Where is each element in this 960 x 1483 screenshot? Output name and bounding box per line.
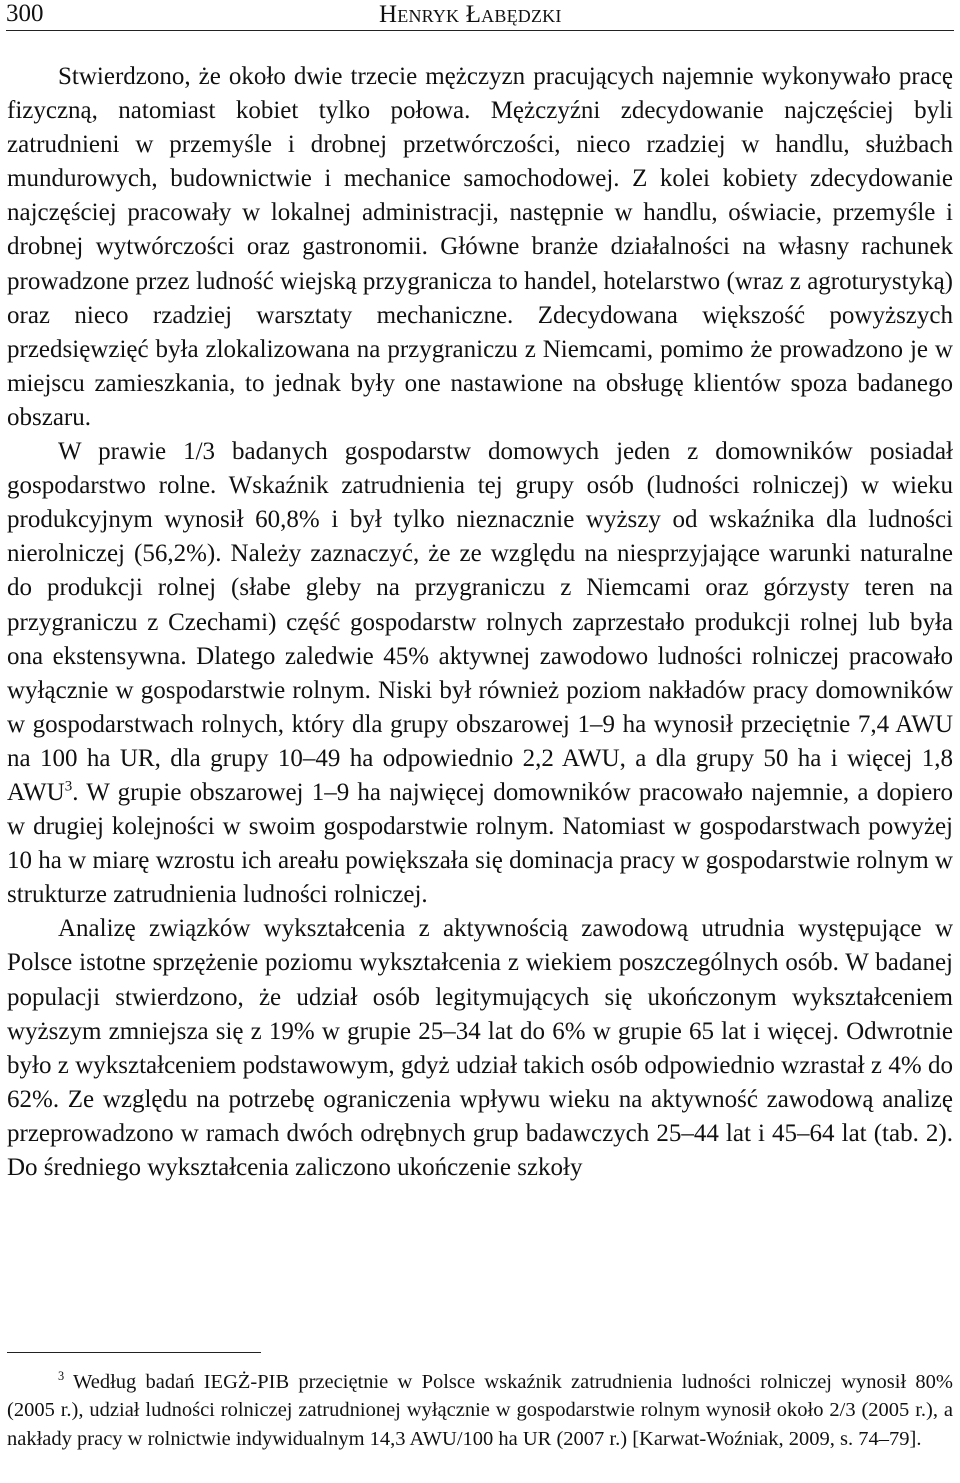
paragraph-text-part: . W grupie obszarowej 1–9 ha najwięcej domowników pracowało najemnie, a dopiero w drugiej kolejności w swoim gospodarstwie rolnym. Natomiast w gospodarstwach powyżej 10 ha w miarę wzrostu ich areału powiększała się dominacja pracy w gospodarstwie rolnym w strukturze zatrudnienia ludności rolniczej. bbox=[7, 778, 953, 909]
paragraph-education-analysis: Analizę związków wykształcenia z aktywnością zawodową utrudnia występujące w Polsce istotne sprzężenie poziomu wykształcenia z wiekiem poszczególnych osób. W badanej populacji stwierdzono, że udział osób legitymujących się ukończonym wykształceniem wyższym zmniejsza się z 19% w grupie 25–34 lat do 6% w grupie 65 lat i więcej. Odwrotnie było z wykształceniem podstawowym, gdyż udział takich osób odpowiednio wzrastał z 4% do 62%. Ze względu na potrzebę ograniczenia wpływu wieku na aktywność zawodową analizę przeprowadzono w ramach dwóch odrębnych grup badawczych 25–44 lat i 45–64 lat (tab. 2). Do średniego wykształcenia zaliczono ukończenie szkoły bbox=[7, 915, 953, 1181]
paragraph-text-part: W prawie 1/3 badanych gospodarstw domowych jeden z domowników posiadał gospodarstwo rolne. Wskaźnik zatrudnienia tej grupy osób (ludności rolniczej) w wieku produkcyjnym wynosił 60,8% i był tylko nieznacznie wyższy od wskaźnika dla ludności nierolniczej (56,2%). Należy zaznaczyć, że ze względu na niesprzyjające warunki naturalne do produkcji rolnej (słabe gleby na przygraniczu z Niemcami oraz górzysty teren na przygraniczu z Czechami) część gospodarstw rolnych zaprzestało produkcji rolnej lub była ona ekstensywna. Dlatego zaledwie 45% aktywnej zawodowo ludności rolniczej pracowało wyłącznie w gospodarstwie rolnym. Niski był również poziom nakładów pracy domowników w gospodarstwach rolnych, który dla grupy obszarowej 1–9 ha wynosił przeciętnie 7,4 AWU na 100 ha UR, dla grupy 10–49 ha odpowiednio 2,2 AWU, a dla grupy 50 ha i więcej 1,8 AWU bbox=[7, 438, 953, 806]
page-header bbox=[6, 0, 954, 31]
footnote-reference[interactable]: 3 bbox=[64, 778, 73, 795]
footnote-text: Według badań IEGŻ-PIB przeciętnie w Polsce wskaźnik zatrudnienia ludności rolniczej wynosił 80% (2005 r.), udział ludności rolniczej zatrudnionej wyłącznie w gospodarstwie rolnym wynosił około 2/3 (2005 r.), a nakłady pracy w rolnictwie indywidualnym 14,3 AWU/100 ha UR (2007 r.) [Karwat-Woźniak, 2009, s. 74–79]. bbox=[7, 1371, 953, 1450]
running-head-author: Henryk Łabędzki bbox=[379, 1, 562, 28]
footnote bbox=[7, 1368, 953, 1453]
paragraph-employment-by-sex: Stwierdzono, że około dwie trzecie mężczyzn pracujących najemnie wykonywało pracę fizyczną, natomiast kobiet tylko połowa. Mężczyźni zdecydowanie najczęściej byli zatrudnieni w przemyśle i drobnej przetwórczości, nieco rzadziej w handlu, służbach mundurowych, budownictwie i mechanice samochodowej. Z kolei kobiety zdecydowanie najczęściej pracowały w lokalnej administracji, następnie w handlu, oświacie, przemyśle i drobnej wytwórczości oraz gastronomii. Główne branże działalności na własny rachunek prowadzone przez ludność wiejską przygranicza to handel, hotelarstwo (wraz z agroturystyką) oraz nieco rzadziej warsztaty mechaniczne. Zdecydowana większość powyższych przedsięwzięć była zlokalizowana na przygraniczu z Niemcami, pomimo że prowadzono je w miejscu zamieszkania, to jednak były one nastawione na obsługę klientów spoza badanego obszaru. bbox=[7, 63, 953, 431]
footnote-number: 3 bbox=[58, 1369, 65, 1384]
paragraph-farm-households bbox=[7, 435, 953, 912]
page-number: 300 bbox=[6, 0, 44, 27]
main-text bbox=[7, 60, 953, 1185]
footnote-separator bbox=[7, 1352, 261, 1353]
